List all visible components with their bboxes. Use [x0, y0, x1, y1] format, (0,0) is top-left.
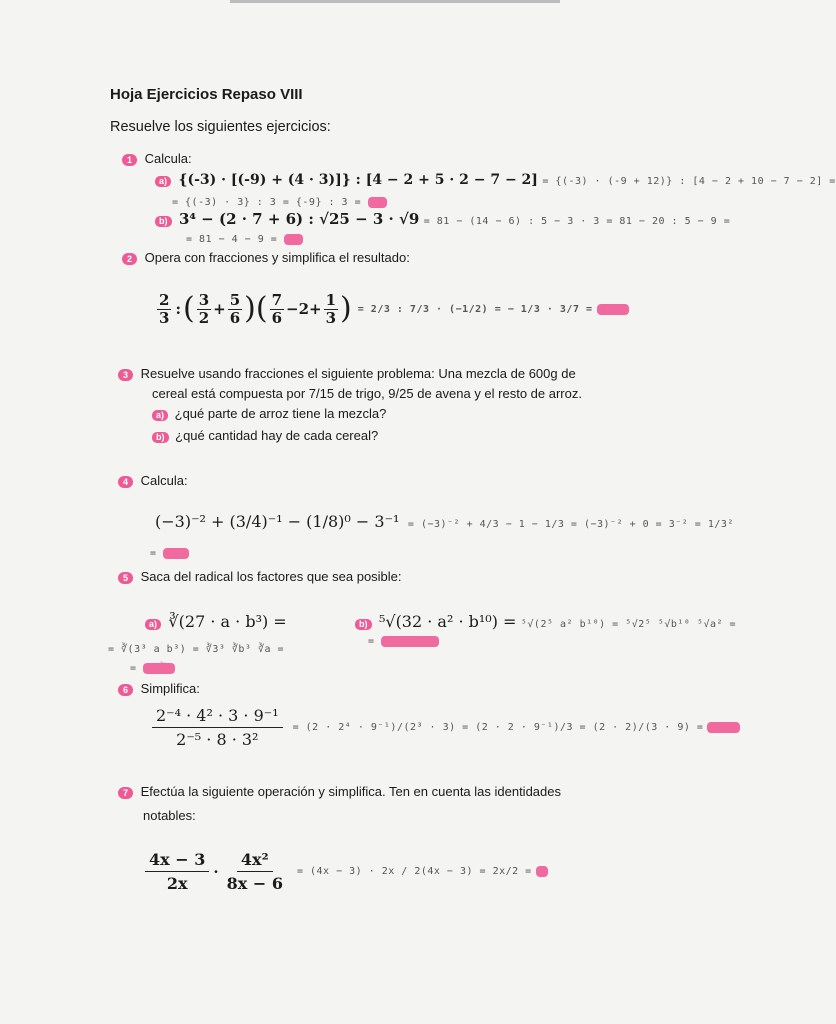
exercise-3a-text: ¿qué parte de arroz tiene la mezcla? — [174, 406, 387, 421]
exercise-7-heading — [118, 784, 561, 799]
exercise-3-number: 3 — [118, 369, 133, 381]
exercise-6-number: 6 — [118, 684, 133, 696]
exercise-1-prompt: Calcula: — [144, 151, 192, 166]
exercise-5b-answer: 2b² ⁵√a² — [381, 636, 439, 647]
exercise-7-f1-den: 2x — [166, 874, 188, 893]
exercise-5-prompt: Saca del radical los factores que sea posible: — [140, 569, 402, 584]
exercise-5a — [145, 612, 287, 632]
fraction-7-6: $\frac{7}{6}$ — [271, 291, 283, 327]
exercise-1a-expression: {(-3) · [(-9) + (4 · 3)]} : [4 − 2 + 5 · 2 − 7 − 2] — [178, 172, 538, 188]
exercise-3-prompt-line1: Resuelve usando fracciones el siguiente problema: Una mezcla de 600g de — [140, 366, 576, 381]
exercise-7-f2-den: 8x − 6 — [226, 874, 283, 893]
exercise-1a-label: a) — [155, 176, 171, 187]
exercise-5a-label: a) — [145, 619, 161, 630]
exercise-7-prompt-line1: Efectúa la siguiente operación y simplifica. Ten en cuenta las identidades — [140, 784, 561, 799]
exercise-6-denominator: 2⁻⁵ · 8 · 3² — [176, 730, 259, 749]
page-title: Hoja Ejercicios Repaso VIII — [110, 86, 303, 103]
exercise-6-heading — [118, 681, 200, 696]
exercise-7-f1-num: 4x − 3 — [145, 850, 209, 872]
exercise-6-work: = (2 · 2⁴ · 9⁻¹)/(2³ · 3) = (2 · 2 · 9⁻¹)/3 = (2 · 2)/(3 · 9) = — [292, 722, 704, 733]
exercise-5a-work: = ∛(3³ a b³) = ∛3³ ∛b³ ∛a = — [108, 644, 285, 655]
exercise-7-line — [145, 850, 548, 893]
exercise-5a-answer: 3b∛a — [143, 663, 175, 674]
exercise-4-result: = 1/9 — [150, 548, 189, 559]
exercise-7-prompt-line2: notables: — [143, 808, 196, 823]
exercise-5b-expression: ⁵√(32 · a² · b¹⁰) = — [378, 612, 517, 631]
exercise-1b-label: b) — [155, 216, 172, 227]
exercise-6-numerator: 2⁻⁴ · 4² · 3 · 9⁻¹ — [152, 706, 283, 728]
exercise-5b-label: b) — [355, 619, 372, 630]
exercise-6-fraction — [152, 706, 283, 749]
exercise-3b — [152, 428, 378, 443]
exercise-5b — [355, 612, 736, 632]
exercise-1b — [155, 210, 730, 229]
exercise-1a-work2: = {(-3) · 3} : 3 = {-9} : 3 = — [172, 197, 362, 208]
exercise-5-number: 5 — [118, 572, 133, 584]
exercise-4-answer: 1/9 — [163, 548, 189, 559]
page-edge-line — [230, 0, 560, 3]
exercise-2-work: = 2/3 : 7/3 · (−1/2) = − 1/3 · 3/7 = — [357, 303, 593, 315]
fraction-2-3: $\frac{2}{3}$ — [159, 291, 170, 327]
exercise-4-number: 4 — [118, 476, 133, 488]
exercise-1a-work: = {(-3) · (-9 + 12)} : [4 − 2 + 10 − 7 − 2] = — [542, 176, 836, 187]
exercise-3a — [152, 406, 386, 421]
exercise-1b-work-line2 — [186, 234, 303, 245]
fraction-5-6: $\frac{5}{6}$ — [229, 291, 241, 327]
exercise-1-heading — [122, 151, 192, 166]
exercise-4-heading — [118, 473, 188, 488]
exercise-7-fraction-1 — [145, 850, 209, 893]
exercise-4-line — [155, 512, 734, 532]
exercise-7-work: = (4x − 3) · 2x / 2(4x − 3) = 2x/2 = — [296, 866, 532, 877]
exercise-2-expression: $\frac{2}{3}$ : ( $\frac{3}{2}$ + $\frac{5}{6}$ ) ( $\frac{7}{6}$ −2+ $\frac{1}{3}$ ) = 2/3 : 7/3 · (−1/2) = − 1/3 · 3/7 = −1/7 — [155, 292, 629, 326]
exercise-2-middle-term: −2+ — [286, 300, 322, 318]
exercise-3-heading — [118, 366, 576, 381]
exercise-7-number: 7 — [118, 787, 133, 799]
exercise-2-prompt: Opera con fracciones y simplifica el resultado: — [144, 250, 410, 265]
exercise-1b-work: = 81 − (14 − 6) : 5 − 3 · 3 = 81 − 20 : 5 − 9 = — [423, 216, 731, 227]
exercise-1a-answer: −3 — [368, 197, 387, 208]
exercise-5-heading — [118, 569, 402, 584]
exercise-6-line — [152, 706, 740, 749]
exercise-1b-answer: 68 — [284, 234, 303, 245]
exercise-2-answer: −1/7 — [597, 304, 629, 315]
exercise-3a-label: a) — [152, 410, 168, 421]
exercise-7-fraction-2 — [223, 850, 287, 893]
exercise-7-operator: · — [213, 862, 219, 881]
exercise-5b-result: = 2b² ⁵√a² — [368, 636, 439, 647]
exercise-1a — [155, 171, 836, 189]
instructions: Resuelve los siguientes ejercicios: — [110, 119, 331, 135]
fraction-1-3: $\frac{1}{3}$ — [325, 291, 337, 327]
exercise-7-f2-num: 4x² — [237, 850, 273, 872]
exercise-2-number: 2 — [122, 253, 137, 265]
exercise-1-number: 1 — [122, 154, 137, 166]
exercise-7-answer: x — [536, 866, 549, 877]
exercise-3b-label: b) — [152, 432, 169, 443]
exercise-1b-expression: 3⁴ − (2 · 7 + 6) : √25 − 3 · √9 — [178, 210, 420, 228]
exercise-6-answer: 4/27 — [707, 722, 739, 733]
exercise-4-work: = (−3)⁻² + 4/3 − 1 − 1/3 = (−3)⁻² + 0 = 3⁻² = 1/3² — [407, 519, 734, 530]
exercise-6-prompt: Simplifica: — [140, 681, 200, 696]
exercise-1a-work-line2 — [172, 197, 387, 208]
exercise-3-prompt-line2: cereal está compuesta por 7/15 de trigo, 9/25 de avena y el resto de arroz. — [152, 386, 582, 401]
exercise-4-expression: (−3)⁻² + (3/4)⁻¹ − (1/8)⁰ − 3⁻¹ — [155, 512, 400, 531]
exercise-1b-work2: = 81 − 4 − 9 = — [186, 234, 278, 245]
exercise-3b-text: ¿qué cantidad hay de cada cereal? — [175, 428, 379, 443]
exercise-5b-work: ⁵√(2⁵ a² b¹⁰) = ⁵√2⁵ ⁵√b¹⁰ ⁵√a² = — [520, 619, 737, 630]
exercise-4-prompt: Calcula: — [140, 473, 188, 488]
fraction-3-2: $\frac{3}{2}$ — [198, 291, 210, 327]
exercise-2-heading — [122, 250, 410, 265]
exercise-5a-result: = 3b∛a — [130, 663, 175, 674]
exercise-5a-expression: ∛(27 · a · b³) = — [168, 612, 287, 631]
